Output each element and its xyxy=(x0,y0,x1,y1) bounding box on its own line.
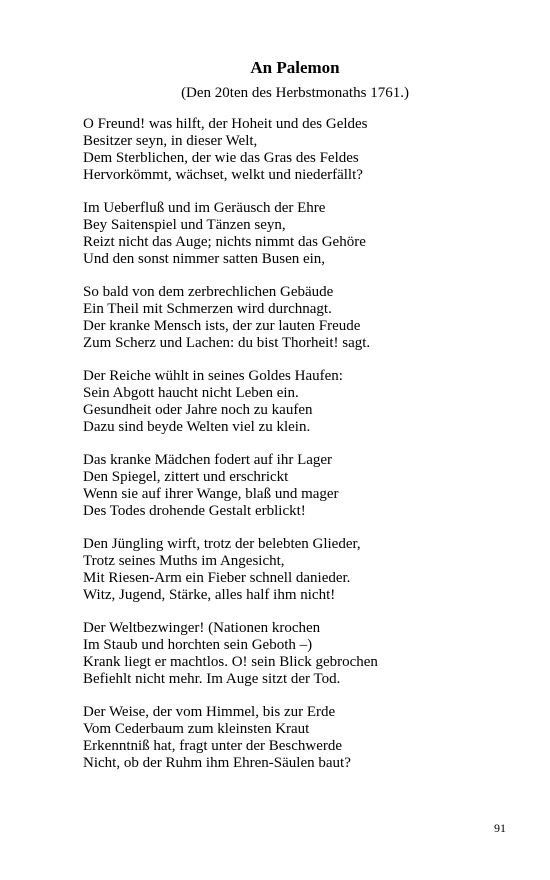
poem-line: Besitzer seyn, in dieser Welt, xyxy=(83,133,258,149)
poem-line: Im Ueberfluß und im Geräusch der Ehre xyxy=(83,200,326,216)
poem-line: Reizt nicht das Auge; nichts nimmt das Gehöre xyxy=(83,234,366,250)
poem-body xyxy=(83,116,503,788)
poem-line: Ein Theil mit Schmerzen wird durchnagt. xyxy=(83,301,332,317)
poem-line: Mit Riesen-Arm ein Fieber schnell danieder. xyxy=(83,570,351,586)
poem-line: Das kranke Mädchen fodert auf ihr Lager xyxy=(83,452,333,468)
poem-line: Der Reiche wühlt in seines Goldes Haufen: xyxy=(83,368,343,384)
poem-line: Bey Saitenspiel und Tänzen seyn, xyxy=(83,217,286,233)
poem-line: Dazu sind beyde Welten viel zu klein. xyxy=(83,419,311,435)
poem-line: Befiehlt nicht mehr. Im Auge sitzt der Tod. xyxy=(83,671,341,687)
poem-line: Nicht, ob der Ruhm ihm Ehren-Säulen baut? xyxy=(83,755,351,771)
poem-line: Erkenntniß hat, fragt unter der Beschwerde xyxy=(83,738,343,754)
poem-line: Der kranke Mensch ists, der zur lauten Freude xyxy=(83,318,361,334)
poem-line: Der Weise, der vom Himmel, bis zur Erde xyxy=(83,704,336,720)
poem-line: Trotz seines Muths im Angesicht, xyxy=(83,553,285,569)
poem-line: Witz, Jugend, Stärke, alles half ihm nicht! xyxy=(83,587,336,603)
poem-line: Dem Sterblichen, der wie das Gras des Feldes xyxy=(83,150,359,166)
stanza xyxy=(83,620,503,688)
poem-line: Im Staub und horchten sein Geboth –) xyxy=(83,637,313,653)
stanza xyxy=(83,284,503,352)
stanza xyxy=(83,200,503,268)
poem-line: Den Jüngling wirft, trotz der belebten Glieder, xyxy=(83,536,361,552)
poem-line: Zum Scherz und Lachen: du bist Thorheit! sagt. xyxy=(83,335,371,351)
poem-line: Und den sonst nimmer satten Busen ein, xyxy=(83,251,326,267)
poem-line: Krank liegt er machtlos. O! sein Blick gebrochen xyxy=(83,654,378,670)
poem-line: O Freund! was hilft, der Hoheit und des Geldes xyxy=(83,116,368,132)
poem-subtitle: (Den 20ten des Herbstmonaths 1761.) xyxy=(181,85,409,101)
poem-line: Gesundheit oder Jahre noch zu kaufen xyxy=(83,402,313,418)
poem-line: Wenn sie auf ihrer Wange, blaß und mager xyxy=(83,486,339,502)
poem-line: So bald von dem zerbrechlichen Gebäude xyxy=(83,284,334,300)
poem-line: Hervorkömmt, wächset, welkt und niederfällt? xyxy=(83,167,363,183)
stanza xyxy=(83,452,503,520)
poem-line: Den Spiegel, zittert und erschrickt xyxy=(83,469,289,485)
poem-line: Sein Abgott haucht nicht Leben ein. xyxy=(83,385,299,401)
page-number: 91 xyxy=(494,821,506,835)
poem-line: Des Todes drohende Gestalt erblickt! xyxy=(83,503,306,519)
stanza xyxy=(83,368,503,436)
poem-title: An Palemon xyxy=(250,58,340,77)
poem-line: Vom Cederbaum zum kleinsten Kraut xyxy=(83,721,310,737)
stanza xyxy=(83,536,503,604)
stanza xyxy=(83,116,503,184)
stanza xyxy=(83,704,503,772)
poem-line: Der Weltbezwinger! (Nationen krochen xyxy=(83,620,321,636)
